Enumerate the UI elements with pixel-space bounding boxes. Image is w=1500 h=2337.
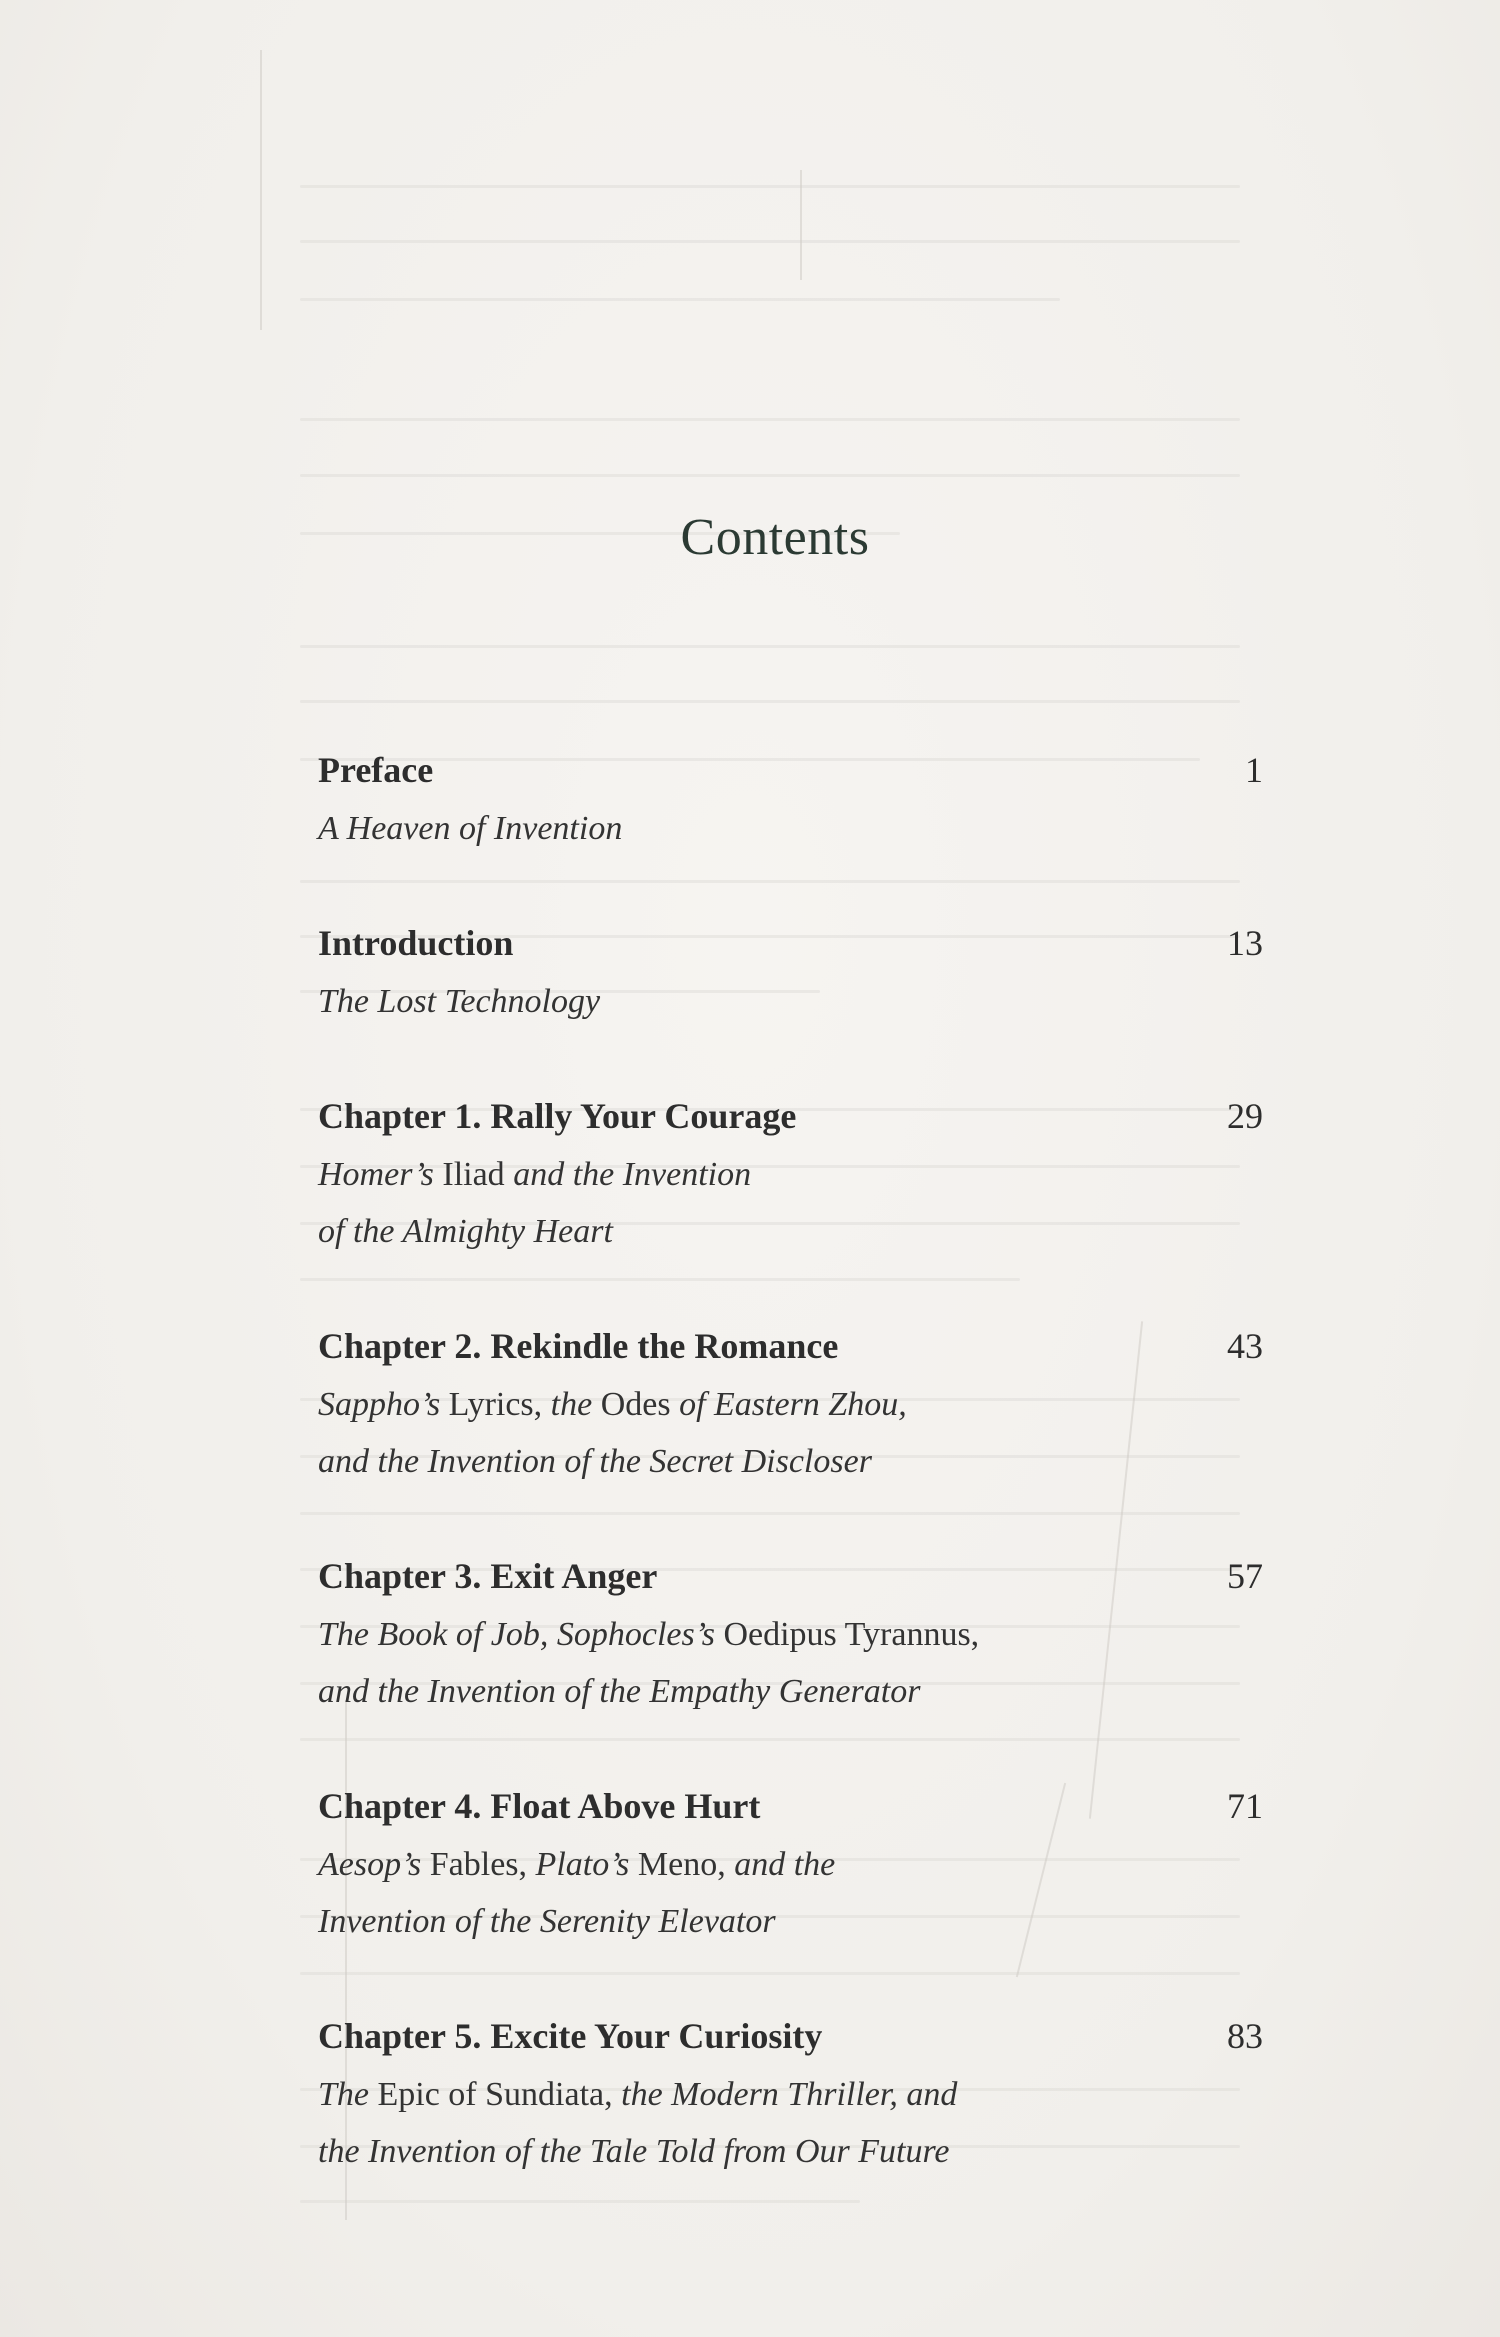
toc-entry-title: Chapter 5. Excite Your Curiosity — [318, 2016, 823, 2056]
subtitle-work-title: Oedipus Tyrannus, — [723, 1616, 980, 1653]
page-title: Contents — [680, 509, 870, 566]
toc-entry-title: Preface — [318, 750, 434, 790]
subtitle-work-title: Meno, — [637, 1846, 726, 1883]
subtitle-italic-text: the Invention of the Tale Told from Our Future — [318, 2133, 950, 2170]
toc-entry-subtitle-line — [318, 1376, 1118, 1433]
paper-crease — [260, 50, 262, 330]
toc-entry-title: Chapter 4. Float Above Hurt — [318, 1786, 761, 1826]
bleed-through-line — [300, 185, 1240, 188]
subtitle-italic-text: The Book of Job, Sophocles’s — [318, 1616, 724, 1653]
subtitle-italic-text: Homer’s — [318, 1156, 443, 1193]
table-of-contents — [318, 740, 1263, 2236]
subtitle-italic-text: and the — [725, 1846, 836, 1883]
subtitle-italic-text: The Lost Technology — [318, 983, 601, 1020]
subtitle-work-title: Lyrics, — [448, 1386, 543, 1423]
toc-entry-header — [318, 1546, 1263, 1606]
toc-entry-subtitle-line — [318, 2066, 1118, 2123]
toc-entry-subtitle-line — [318, 1893, 1118, 1950]
subtitle-work-title: Iliad — [442, 1156, 505, 1193]
toc-entry-title: Chapter 3. Exit Anger — [318, 1556, 658, 1596]
subtitle-italic-text: of the Almighty Heart — [318, 1213, 613, 1250]
toc-entry-title: Chapter 2. Rekindle the Romance — [318, 1326, 839, 1366]
toc-entry-page-number: 71 — [1227, 1786, 1263, 1826]
toc-entry-page-number: 43 — [1227, 1326, 1263, 1366]
subtitle-italic-text: Invention of the Serenity Elevator — [318, 1903, 776, 1940]
bleed-through-line — [300, 240, 1240, 243]
toc-entry[interactable] — [318, 1316, 1263, 1490]
bleed-through-line — [300, 700, 1240, 703]
subtitle-italic-text: A Heaven of Invention — [318, 810, 623, 847]
toc-entry-header — [318, 1316, 1263, 1376]
toc-entry-subtitle-line — [318, 1146, 1118, 1203]
toc-entry-header — [318, 1776, 1263, 1836]
toc-entry-title: Chapter 1. Rally Your Courage — [318, 1096, 797, 1136]
subtitle-work-title: Fables, — [429, 1846, 528, 1883]
bleed-through-line — [300, 298, 1060, 301]
toc-entry-subtitle-line — [318, 1663, 1118, 1720]
toc-entry-subtitle-line — [318, 973, 1118, 1030]
subtitle-work-title: Odes — [600, 1386, 671, 1423]
toc-entry[interactable] — [318, 740, 1263, 857]
subtitle-work-title: Epic of Sundiata, — [377, 2076, 613, 2113]
subtitle-italic-text: the Modern Thriller, and — [612, 2076, 958, 2113]
toc-entry-subtitle-line — [318, 1606, 1118, 1663]
subtitle-italic-text: of Eastern Zhou, — [670, 1386, 907, 1423]
paper-crease — [800, 170, 802, 280]
bleed-through-line — [300, 418, 1240, 421]
toc-entry-title: Introduction — [318, 923, 514, 963]
toc-entry-page-number: 83 — [1227, 2016, 1263, 2056]
toc-entry-header — [318, 913, 1263, 973]
toc-entry[interactable] — [318, 1776, 1263, 1950]
subtitle-italic-text: Aesop’s — [318, 1846, 430, 1883]
toc-entry-subtitle-line — [318, 1203, 1118, 1260]
toc-entry[interactable] — [318, 2006, 1263, 2180]
bleed-through-line — [300, 474, 1240, 477]
bleed-through-line — [300, 645, 1240, 648]
subtitle-italic-text: and the Invention — [504, 1156, 752, 1193]
toc-entry-page-number: 29 — [1227, 1096, 1263, 1136]
subtitle-italic-text: The — [318, 2076, 378, 2113]
toc-entry-page-number: 13 — [1227, 923, 1263, 963]
toc-entry-header — [318, 1086, 1263, 1146]
toc-entry[interactable] — [318, 1086, 1263, 1260]
toc-entry-page-number: 1 — [1245, 750, 1263, 790]
toc-entry-header — [318, 2006, 1263, 2066]
toc-entry[interactable] — [318, 913, 1263, 1030]
toc-entry-subtitle-line — [318, 800, 1118, 857]
toc-entry[interactable] — [318, 1546, 1263, 1720]
subtitle-italic-text: the — [542, 1386, 601, 1423]
toc-entry-subtitle-line — [318, 2123, 1118, 2180]
subtitle-italic-text: and the Invention of the Secret Discloser — [318, 1443, 872, 1480]
subtitle-italic-text: and the Invention of the Empathy Generator — [318, 1673, 921, 1710]
subtitle-italic-text: Sappho’s — [318, 1386, 449, 1423]
toc-entry-header — [318, 740, 1263, 800]
toc-entry-subtitle-line — [318, 1433, 1118, 1490]
subtitle-italic-text: Plato’s — [527, 1846, 638, 1883]
toc-entry-page-number: 57 — [1227, 1556, 1263, 1596]
toc-entry-subtitle-line — [318, 1836, 1118, 1893]
